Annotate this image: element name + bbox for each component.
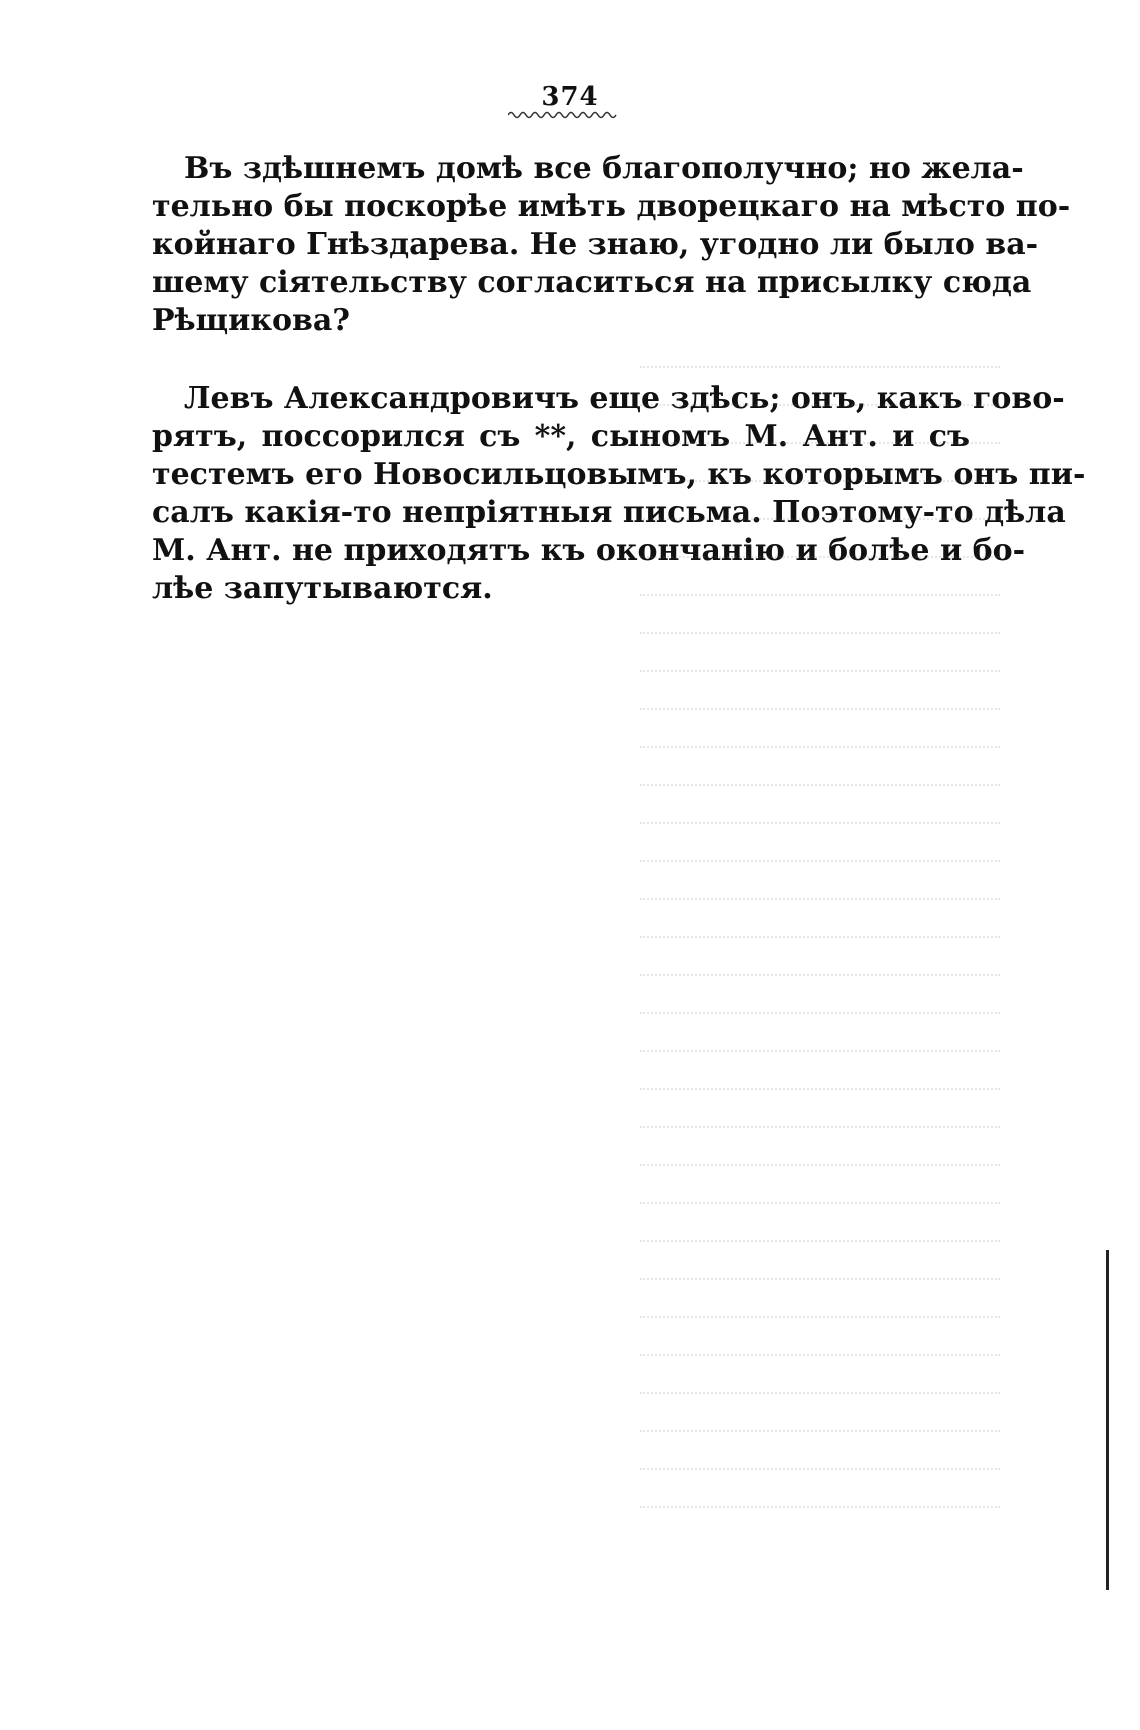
bleed-line	[640, 1280, 1000, 1318]
bleed-line	[640, 1470, 1000, 1508]
bleed-line	[640, 368, 1000, 406]
bleed-line	[640, 634, 1000, 672]
bleed-line	[640, 1242, 1000, 1280]
bleed-line	[640, 1014, 1000, 1052]
bleed-line	[640, 1356, 1000, 1394]
paragraph-1	[152, 150, 1071, 340]
bleed-line	[640, 330, 1000, 368]
paragraph-line: Левъ Александровичъ еще здѣсь; онъ, какъ гово-	[184, 381, 1065, 416]
paragraph-line: тестемъ его Новосильцовымъ, къ которымъ онъ пи-	[152, 457, 1086, 492]
margin-rule-mark	[1106, 1250, 1109, 1590]
paragraph-line: лѣе запутываются.	[152, 571, 493, 606]
bleed-line	[640, 786, 1000, 824]
bleed-line	[640, 976, 1000, 1014]
bleed-line	[640, 1090, 1000, 1128]
bleed-line	[640, 938, 1000, 976]
paragraph-line: шему сіятельству согласиться на присылку сюда	[152, 265, 1032, 300]
bleed-line	[640, 1128, 1000, 1166]
paragraph-line: салъ какія-то непріятныя письма. Поэтому-то дѣла	[152, 495, 1066, 530]
bleed-line	[640, 1204, 1000, 1242]
bleed-through-texture	[640, 330, 1000, 1730]
paragraph-line: Рѣщикова?	[152, 303, 350, 338]
bleed-line	[640, 1432, 1000, 1470]
paragraph-line: М. Ант. не приходятъ къ окончанію и болѣе и бо-	[152, 533, 1026, 568]
bleed-line	[640, 558, 1000, 596]
wavy-ornament	[508, 108, 618, 122]
paragraph-line: койнаго Гнѣздарева. Не знаю, угодно ли было ва-	[152, 227, 1039, 262]
bleed-line	[640, 824, 1000, 862]
bleed-line	[640, 710, 1000, 748]
paragraph-line: рятъ, поссорился съ **, сыномъ М. Ант. и съ	[152, 419, 970, 454]
bleed-line	[640, 900, 1000, 938]
paragraph-line: Въ здѣшнемъ домѣ все благополучно; но жела-	[184, 151, 1024, 186]
bleed-line	[640, 1318, 1000, 1356]
paragraph-line: тельно бы поскорѣе имѣть дворецкаго на мѣсто по-	[152, 189, 1071, 224]
bleed-line	[640, 482, 1000, 520]
bleed-line	[640, 406, 1000, 444]
bleed-line	[640, 672, 1000, 710]
bleed-line	[640, 444, 1000, 482]
bleed-line	[640, 748, 1000, 786]
page-number: 374	[541, 82, 599, 112]
bleed-line	[640, 1052, 1000, 1090]
bleed-line	[640, 862, 1000, 900]
bleed-line	[640, 1166, 1000, 1204]
bleed-line	[640, 520, 1000, 558]
bleed-line	[640, 596, 1000, 634]
bleed-line	[640, 1394, 1000, 1432]
